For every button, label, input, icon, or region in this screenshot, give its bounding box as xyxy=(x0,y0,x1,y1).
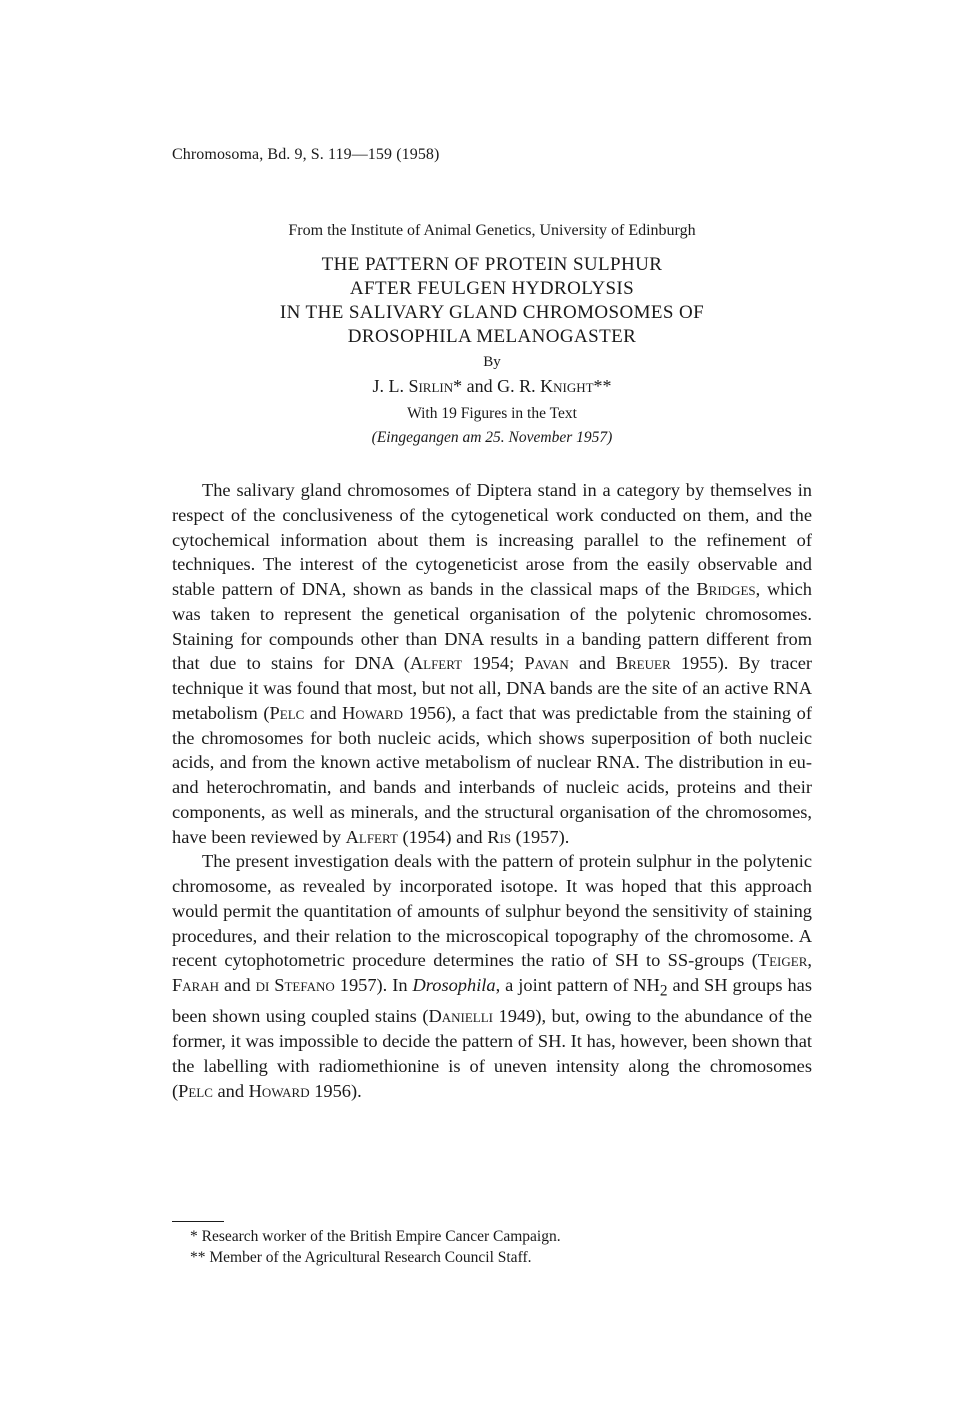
footnote: ** Member of the Agricultural Research Council Staff. xyxy=(190,1249,532,1266)
cited-author: Pelc xyxy=(178,1080,213,1101)
footnotes xyxy=(190,1226,561,1268)
paragraph: The present investigation deals with the pattern of protein sulphur in the polytenic chromosome, as revealed by incorporated isotope. It was hoped that this approach would permit the quantitation of amounts of sulphur beyond the sensitivity of staining procedures, and their relation to the microscopical topography of the chromosome. A recent cytophotometric procedure determines the ratio of SH to SS-groups (Teiger, Farah and di Stefano 1957). In Drosophila, a joint pattern of $NH_2$ and SH groups has been shown using coupled stains (Danielli 1949), but, owing to the abundance of the former, it was impossible to decide the pattern of SH. It has, however, been shown that the labelling with radiomethionine is of uneven intensity along the chromosomes (Pelc and Howard 1956). xyxy=(172,851,813,1101)
cited-author: Alfert xyxy=(409,653,463,674)
cited-author: Teiger xyxy=(757,950,808,971)
footnote: * Research worker of the British Empire Cancer Campaign. xyxy=(190,1228,561,1245)
article-header xyxy=(172,219,812,449)
cited-author: Howard xyxy=(342,702,404,723)
cited-author: Howard xyxy=(248,1080,310,1101)
article-body xyxy=(172,478,812,1103)
cited-author: Pavan xyxy=(524,653,569,674)
cited-author: di Stefano xyxy=(255,975,335,995)
cited-author: Alfert xyxy=(345,826,398,847)
title-line: THE PATTERN OF PROTEIN SULPHUR xyxy=(321,254,663,275)
paragraph: The salivary gland chromosomes of Diptera stand in a category by themselves in respect of the conclusiveness of the cytogenetical work conducted on them, and the cytochemical information about them is increasing parallel to the refinement of techniques. The interest of the cytogeneticist arose from the easily observable and stable pattern of DNA, shown as bands in the classical maps of the Bridges, which was taken to represent the genetical organisation of the polytenic chromosomes. Staining for compounds other than DNA results in a banding pattern different from that due to stains for DNA (Alfert 1954; Pavan and Breuer 1955). By tracer technique it was found that most, but not all, DNA bands are the site of an active RNA metabolism (Pelc and Howard 1956), a fact that was predictable from the staining of the chromosomes for both nucleic acids, which shows superposition of both nucleic acids, and from the known active metabolism of nuclear RNA. The distribution in eu- and heterochromatin, and bands and interbands of nucleic acids, proteins and their components, as well as minerals, and the structural organisation of the chromosomes, have been reviewed by Alfert (1954) and Ris (1957). xyxy=(172,480,813,847)
authors-line xyxy=(172,374,812,398)
cited-author: Bridges xyxy=(696,579,756,599)
by-line: By xyxy=(483,354,501,370)
figures-note: With 19 Figures in the Text xyxy=(407,405,577,422)
cited-author: Ris xyxy=(487,826,512,847)
subscript: 2 xyxy=(659,982,668,1000)
cited-author: Pelc xyxy=(269,702,305,723)
footnote-mark: ** xyxy=(593,376,612,396)
article-title xyxy=(172,253,812,349)
footnote-rule xyxy=(172,1221,224,1222)
journal-reference: Chromosoma, Bd. 9, S. 119—159 (1958) xyxy=(172,146,440,163)
cited-author: Farah xyxy=(172,975,220,995)
author-name: Knight xyxy=(540,376,594,396)
title-line: AFTER FEULGEN HYDROLYSIS xyxy=(349,278,635,299)
institute-line: From the Institute of Animal Genetics, University of Edinburgh xyxy=(288,222,696,239)
title-line: DROSOPHILA MELANOGASTER xyxy=(347,326,637,347)
author-connector: and G. R. xyxy=(462,376,541,396)
author-initials: J. L. xyxy=(372,376,409,396)
cited-author: Danielli xyxy=(428,1006,494,1027)
genus-name: Drosophila xyxy=(412,975,496,995)
cited-author: Breuer xyxy=(615,653,671,674)
received-date: (Eingegangen am 25. November 1957) xyxy=(371,429,613,446)
author-name: Sirlin xyxy=(408,376,454,396)
footnote-mark: * xyxy=(453,376,463,396)
title-line: IN THE SALIVARY GLAND CHROMOSOMES OF xyxy=(279,302,705,323)
